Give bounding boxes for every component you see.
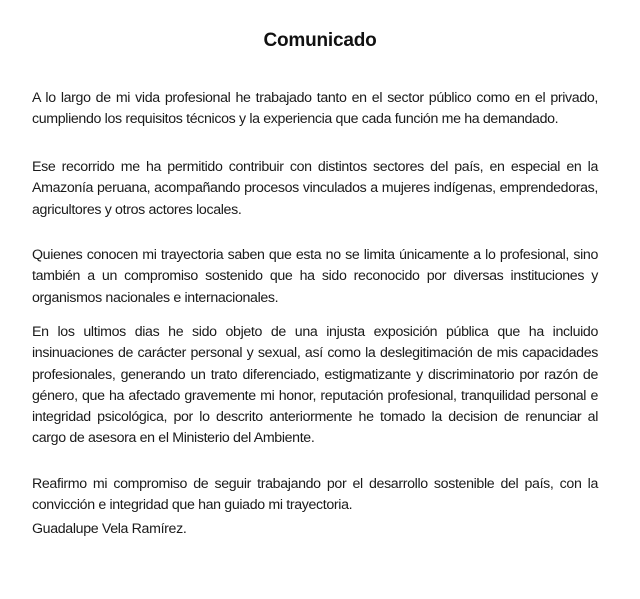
paragraph-contributions: Ese recorrido me ha permitido contribuir con distintos sectores del país, en especial en la Amazonía peruana, acompañando procesos vinculados a mujeres indígenas, emprendedoras, agricultores y otros actores locales.: [32, 159, 598, 218]
paragraph-commitment: Reafirmo mi compromiso de seguir trabajando por el desarrollo sostenible del país, con la convicción e integridad que han guiado mi trayectoria.: [32, 476, 598, 514]
document-title: Comunicado: [263, 30, 377, 51]
paragraph-resignation: En los ultimos dias he sido objeto de una injusta exposición pública que ha incluido insinuaciones de carácter personal y sexual, así como la deslegitimación de mis capacidades profesionales, generando un trato diferenciado, estigmatizante y discriminatorio por razón de género, que ha afectado gravemente mi honor, reputación profesional, tranquilidad personal e integridad psicológica, por lo descrito anteriormente he tomado la decision de renunciar al cargo de asesora en el Ministerio del Ambiente.: [32, 324, 598, 447]
paragraph-career: A lo largo de mi vida profesional he trabajado tanto en el sector público como en el privado, cumpliendo los requisitos técnicos y la experiencia que cada función me ha demandado.: [32, 90, 598, 128]
paragraph-recognition: Quienes conocen mi trayectoria saben que esta no se limita únicamente a lo profesional, sino también a un compromiso sostenido que ha sido reconocido por diversas instituciones y organismos nacionales e internacionales.: [32, 247, 598, 306]
signature: Guadalupe Vela Ramírez.: [32, 521, 187, 537]
